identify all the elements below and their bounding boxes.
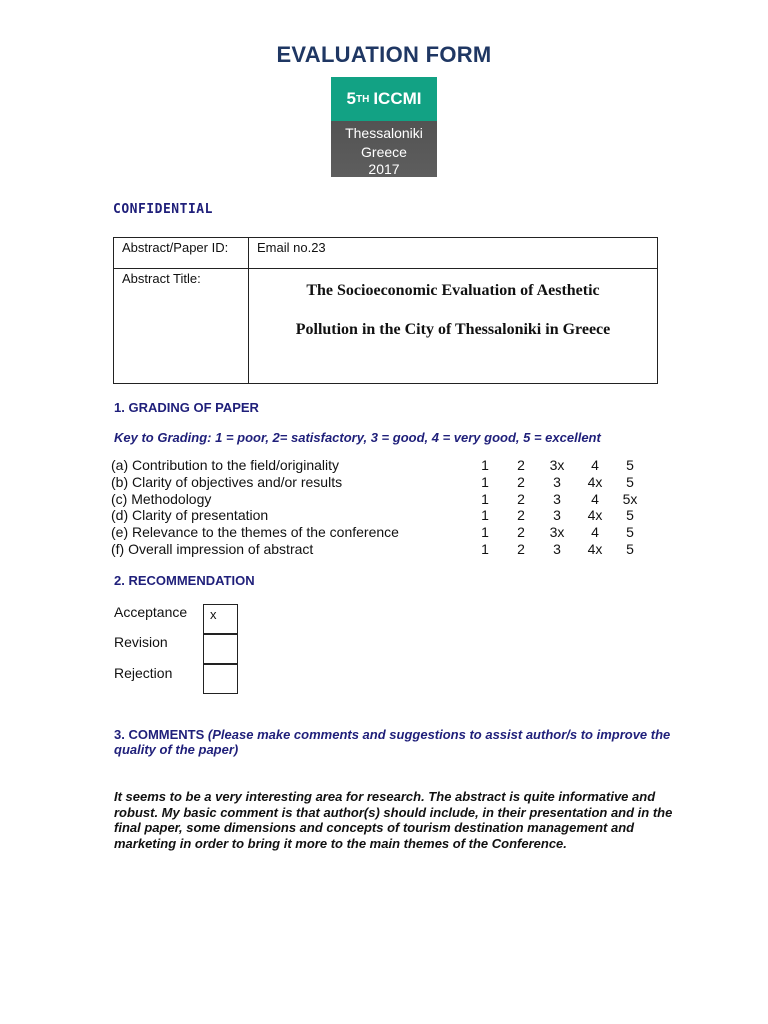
rejection-label: Rejection — [114, 665, 173, 681]
abstract-info-table — [113, 237, 658, 384]
score-option[interactable]: 3 — [553, 490, 561, 507]
score-option[interactable]: 3 — [553, 507, 561, 524]
confidential-label: CONFIDENTIAL — [113, 202, 213, 217]
id-label: Abstract/Paper ID: — [114, 238, 249, 269]
score-option[interactable]: 1 — [481, 457, 489, 473]
score-option[interactable]: 3 — [553, 473, 561, 490]
abstract-title-line-2: Pollution in the City of Thessaloniki in Greece — [295, 321, 611, 338]
revision-label: Revision — [114, 634, 168, 650]
score-option[interactable]: 2 — [517, 524, 525, 541]
score-option[interactable]: 1 — [481, 524, 489, 541]
logo-edition: 5 — [346, 89, 356, 108]
score-option[interactable]: 4x — [587, 507, 603, 524]
grading-row — [111, 457, 651, 474]
grading-key: Key to Grading: 1 = poor, 2= satisfactory, 3 = good, 4 = very good, 5 = excellent — [114, 430, 601, 445]
criterion-label: (e) Relevance to the themes of the conference — [111, 524, 399, 541]
abstract-title-line-1: The Socioeconomic Evaluation of Aesthetic — [306, 282, 600, 299]
criterion-label: (d) Clarity of presentation — [111, 507, 269, 524]
title-label: Abstract Title: — [114, 269, 249, 384]
recommendation-heading: 2. RECOMMENDATION — [114, 573, 255, 588]
score-option[interactable]: 1 — [481, 540, 489, 557]
score-option[interactable]: 4x — [587, 473, 603, 490]
table-row — [114, 238, 658, 269]
revision-checkbox[interactable] — [203, 634, 238, 664]
score-option[interactable]: 3 — [553, 540, 561, 557]
score-option[interactable]: 2 — [517, 457, 525, 473]
grading-row — [111, 507, 651, 524]
score-option[interactable]: 1 — [481, 490, 489, 507]
comments-heading — [114, 727, 674, 757]
conference-logo — [331, 77, 437, 177]
criterion-label: (b) Clarity of objectives and/or results — [111, 473, 343, 490]
criterion-label: (a) Contribution to the field/originality — [111, 457, 340, 473]
score-option[interactable]: 2 — [517, 473, 525, 490]
score-option[interactable]: 5 — [626, 540, 634, 557]
grading-row — [111, 524, 651, 541]
grading-heading: 1. GRADING OF PAPER — [114, 400, 259, 415]
grading-row — [111, 541, 651, 558]
score-option[interactable]: 3x — [549, 524, 565, 541]
form-title: EVALUATION FORM — [276, 42, 492, 67]
comment-body: It seems to be a very interesting area for research. The abstract is quite informative and robust. My basic comment is that author(s) should include, in their presentation and in the final paper, some dimensions and concepts of tourism destination management and marketing in order to bring it more to the main themes of the Conference. — [114, 789, 673, 851]
acceptance-checkbox[interactable]: x — [203, 604, 238, 634]
logo-country: Greece — [361, 144, 407, 160]
score-option[interactable]: 4 — [591, 457, 599, 473]
comments-instruction: (Please make comments and suggestions to assist author/s to improve the quality of the paper) — [114, 727, 671, 757]
logo-name: ICCMI — [373, 89, 422, 108]
score-option[interactable]: 2 — [517, 540, 525, 557]
logo-year: 2017 — [368, 161, 400, 177]
comments-title: 3. COMMENTS — [114, 727, 205, 742]
score-option[interactable]: 5 — [626, 457, 634, 473]
id-value: Email no.23 — [249, 238, 658, 269]
grading-row — [111, 491, 651, 508]
acceptance-label: Acceptance — [114, 604, 188, 620]
criterion-label: (c) Methodology — [111, 490, 212, 507]
score-option[interactable]: 4x — [587, 540, 603, 557]
abstract-title — [249, 269, 658, 384]
score-option[interactable]: 5 — [626, 473, 634, 490]
grading-list — [111, 457, 651, 558]
score-option[interactable]: 5 — [626, 524, 634, 541]
score-option[interactable]: 4 — [591, 524, 599, 541]
grading-row — [111, 474, 651, 491]
score-option[interactable]: 1 — [481, 473, 489, 490]
score-option[interactable]: 3x — [549, 457, 565, 473]
rejection-checkbox[interactable] — [203, 664, 238, 694]
score-option[interactable]: 4 — [591, 490, 599, 507]
score-option[interactable]: 2 — [517, 507, 525, 524]
logo-edition-sup: TH — [355, 93, 370, 105]
table-row — [114, 269, 658, 384]
criterion-label: (f) Overall impression of abstract — [111, 540, 314, 557]
score-option[interactable]: 2 — [517, 490, 525, 507]
logo-header — [331, 77, 437, 121]
score-option[interactable]: 5 — [626, 507, 634, 524]
logo-city: Thessaloniki — [345, 125, 423, 141]
score-option[interactable]: 1 — [481, 507, 489, 524]
score-option[interactable]: 5x — [622, 490, 638, 507]
